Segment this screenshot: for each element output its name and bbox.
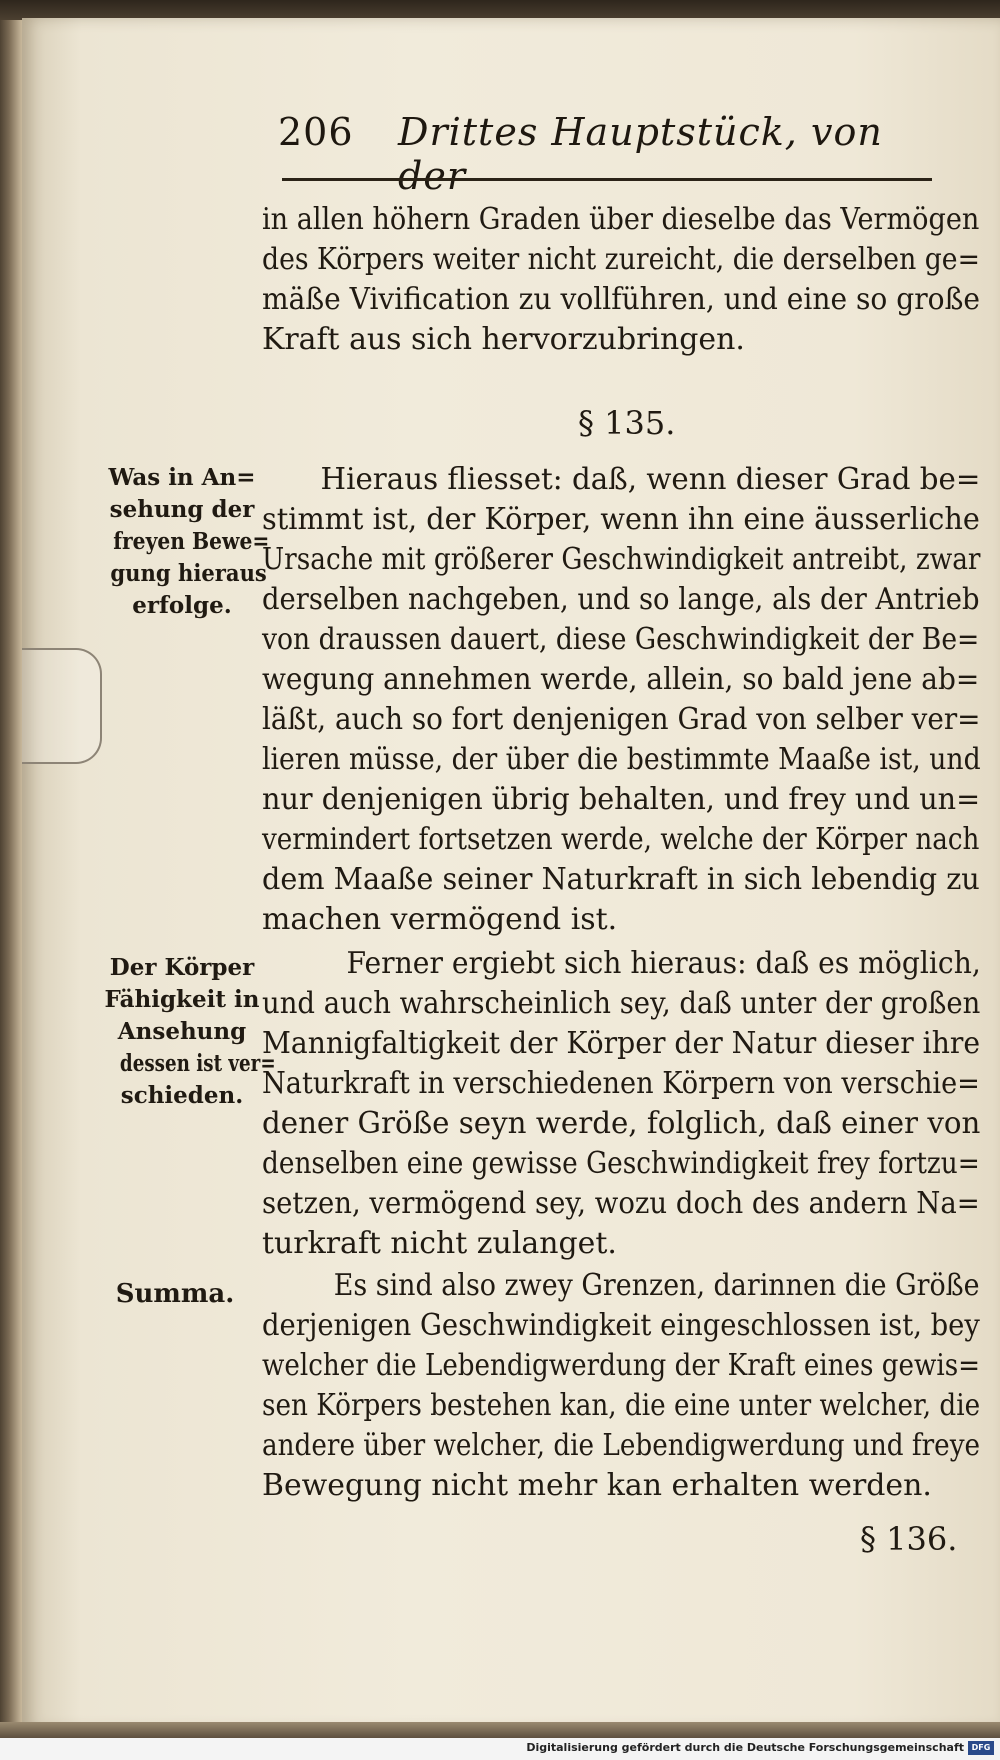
page-number: 206 — [278, 110, 354, 154]
text-line: Hieraus fliesset: daß, wenn dieser Grad be= — [320, 462, 981, 497]
text-line: läßt, auch so fort denjenigen Grad von selber ver= — [262, 702, 981, 737]
text-line: und auch wahrscheinlich sey, daß unter der großen — [262, 986, 981, 1021]
side-note-line: dessen ist ver= — [119, 1050, 276, 1077]
text-line: dem Maaße seiner Naturkraft in sich lebendig zu — [262, 862, 980, 897]
text-line: derjenigen Geschwindigkeit eingeschlossen ist, bey — [262, 1308, 980, 1343]
text-line: Mannigfaltigkeit der Körper der Natur dieser ihre — [262, 1026, 981, 1061]
text-line: dener Größe seyn werde, folglich, daß einer von — [262, 1106, 981, 1141]
text-line: stimmt ist, der Körper, wenn ihn eine äusserliche — [262, 502, 980, 537]
paragraph-1 — [262, 460, 982, 940]
side-note-line: Ansehung — [117, 1018, 247, 1045]
text-line: in allen höhern Graden über dieselbe das Vermögen — [262, 202, 980, 237]
text-line: andere über welcher, die Lebendigwerdung und freye — [262, 1428, 981, 1463]
header-rule — [282, 178, 932, 181]
text-line: Es sind also zwey Grenzen, darinnen die Größe — [333, 1268, 980, 1303]
scan-bottom-edge — [0, 1722, 1000, 1738]
catchword: § 136. — [860, 1520, 958, 1558]
paragraph-intro — [262, 200, 982, 360]
text-line: setzen, vermögend sey, wozu doch des andern Na= — [262, 1186, 980, 1221]
text-line: des Körpers weiter nicht zureicht, die derselben ge= — [262, 242, 980, 277]
side-note-line: Fähigkeit in — [104, 986, 260, 1013]
text-line: sen Körpers bestehen kan, die eine unter welcher, die — [262, 1388, 981, 1423]
paragraph-3 — [262, 1266, 982, 1506]
side-note-line: gung hieraus — [110, 560, 267, 587]
text-line: denselben eine gewisse Geschwindigkeit frey fortzu= — [262, 1146, 980, 1181]
text-line: turkraft nicht zulanget. — [262, 1226, 617, 1261]
text-line: Naturkraft in verschiedenen Körpern von verschie= — [262, 1066, 980, 1101]
side-note-line: Was in An= — [108, 464, 256, 491]
side-note-line: Summa. — [115, 1279, 235, 1309]
page-header — [278, 108, 928, 198]
dfg-logo-icon: DFG — [968, 1741, 994, 1755]
text-line: Ursache mit größerer Geschwindigkeit antreibt, zwar — [262, 542, 981, 577]
text-line: vermindert fortsetzen werde, welche der Körper nach — [262, 822, 980, 857]
side-note-line: sehung der — [109, 496, 255, 523]
side-note-line: erfolge. — [132, 592, 232, 619]
text-line: Bewegung nicht mehr kan erhalten werden. — [262, 1468, 932, 1503]
text-line: nur denjenigen übrig behalten, und frey und un= — [262, 782, 981, 817]
side-note-motion — [104, 462, 270, 622]
side-note-line: Der Körper — [109, 954, 255, 981]
text-line: wegung annehmen werde, allein, so bald jene ab= — [262, 662, 980, 697]
text-line: machen vermögend ist. — [262, 902, 618, 937]
text-line: von draussen dauert, diese Geschwindigkeit der Be= — [262, 622, 980, 657]
paragraph-2 — [262, 944, 982, 1264]
text-line: mäße Vivification zu vollführen, und eine so große — [262, 282, 980, 317]
funding-credit: Digitalisierung gefördert durch die Deutsche Forschungsgemeinschaft — [526, 1741, 964, 1754]
page-clip-marker — [22, 648, 102, 764]
digitization-footer — [0, 1738, 1000, 1760]
text-line: Kraft aus sich hervorzubringen. — [262, 322, 745, 357]
text-line: welcher die Lebendigwerdung der Kraft eines gewis= — [262, 1348, 981, 1383]
running-head: Drittes Hauptstück, von der — [398, 110, 883, 198]
side-note-line: schieden. — [120, 1082, 244, 1109]
text-line: lieren müsse, der über die bestimmte Maaße ist, und — [262, 742, 981, 777]
section-number: § 135. — [578, 404, 676, 442]
side-note-line: freyen Bewe= — [113, 528, 270, 555]
text-line: Ferner ergiebt sich hieraus: daß es möglich, — [346, 946, 981, 981]
side-note-summary — [110, 1278, 240, 1310]
text-line: derselben nachgeben, und so lange, als der Antrieb — [262, 582, 980, 617]
side-note-capacity — [104, 952, 276, 1112]
